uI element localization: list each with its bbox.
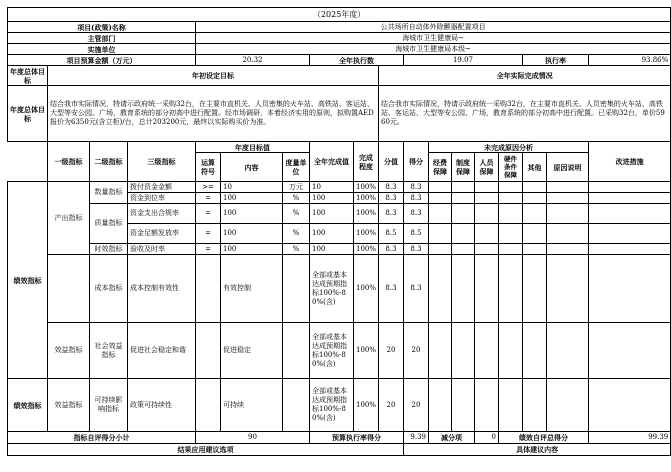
header-reasons: 未完成原因分析: [429, 142, 589, 153]
total-label: 绩效自评总得分: [499, 432, 589, 444]
unit: %: [283, 204, 310, 224]
improve-cell: [589, 182, 671, 193]
reason-cell: [499, 224, 523, 244]
header-content: 内容: [221, 153, 283, 182]
score-value: 8.3: [379, 193, 404, 204]
project-name-label: 项目(政策)名称: [8, 22, 196, 33]
level1-perf-label-2: 绩效指标: [8, 379, 48, 432]
reason-cell: [547, 193, 589, 204]
actual-header: 全年实际完成情况: [379, 66, 671, 86]
score-value: 8.3: [379, 204, 404, 224]
level3-indicator: 政策可持续性: [128, 379, 196, 432]
project-name: 公共场所自动体外除颤器配置项目: [196, 22, 671, 33]
score-got: 8.3: [404, 244, 429, 255]
level3-indicator: 资金支出合规率: [128, 204, 196, 224]
annual-done: 100: [310, 193, 354, 204]
score-value: 8.3: [379, 244, 404, 255]
reason-cell: [523, 204, 547, 224]
level1-benefit: 效益指标: [48, 323, 90, 379]
level2-timeliness: 时效指标: [90, 244, 128, 255]
score-value: 8.5: [379, 224, 404, 244]
score-got: 8.3: [404, 193, 429, 204]
budget-score-value: 9.39: [404, 432, 429, 444]
initial-goal-header: 年初设定目标: [48, 66, 379, 86]
total-value: 99.39: [589, 432, 671, 444]
level2-social: 社会效益指标: [90, 323, 128, 379]
budget-score-label: 预算执行率得分: [310, 432, 404, 444]
score-got: 8.3: [404, 255, 429, 323]
reason-cell: [452, 224, 475, 244]
evaluation-table: [7, 7, 671, 456]
exec-rate-value: 93.86%: [589, 55, 671, 66]
completion: 100%: [354, 182, 379, 193]
target-content: 100: [221, 193, 283, 204]
reason-cell: [475, 193, 499, 204]
completion: 100%: [354, 379, 379, 432]
annual-exec-label: 全年执行数: [310, 55, 404, 66]
exec-unit-value: 海城市卫生健康局本级~: [196, 44, 671, 55]
exec-unit-label: 实施单位: [8, 44, 196, 55]
score-value: 20: [379, 379, 404, 432]
score-got: 8.3: [404, 204, 429, 224]
header-improve: 改进措施: [589, 142, 671, 182]
subtotal-value: 90: [196, 432, 310, 444]
header-level3: 三级指标: [128, 142, 196, 182]
initial-goal-text: 结合我市实际情况，特请示政府统一采购32台，在主要市直机关、人员密集的火车站、高铁站、客运站、大型等安公园、广场，教育系统的部分初高中进行配置。经市场调研，本着经济实用的原则，拟购置AED报价为6350元(含立柜)/台，总计203200元，最终以实际购买价为准。: [48, 86, 379, 142]
reason-cell: [523, 323, 547, 379]
reason-cell: [475, 323, 499, 379]
header-annual-done: 全年完成值: [310, 142, 354, 182]
header-operator: 运算符号: [196, 153, 221, 182]
reason-cell: [547, 244, 589, 255]
improve-cell: [589, 204, 671, 224]
header-blank: [8, 142, 48, 182]
year-title: （2025年度）: [8, 8, 671, 22]
annual-done: 全部或基本达成预期指标100%-80%(含): [310, 255, 354, 323]
reason-cell: [547, 255, 589, 323]
reason-cell: [547, 182, 589, 193]
reason-cell: [523, 244, 547, 255]
target-content: 可持续: [221, 379, 283, 432]
level3-indicator: 资金足额发放率: [128, 224, 196, 244]
reason-cell: [452, 204, 475, 224]
reason-cell: [452, 244, 475, 255]
reason-cell: [547, 379, 589, 432]
reason-cell: [452, 323, 475, 379]
operator: =: [196, 204, 221, 224]
target-content: 有效控制: [221, 255, 283, 323]
reason-cell: [475, 224, 499, 244]
annual-exec-value: 19.07: [404, 55, 523, 66]
score-got: 20: [404, 379, 429, 432]
improve-cell: [589, 224, 671, 244]
header-r-hardware: 硬件条件保障: [499, 153, 523, 182]
advice-label: 具体建议内容: [404, 444, 671, 456]
reason-cell: [523, 255, 547, 323]
reason-cell: [452, 255, 475, 323]
level1-benefit-2: 效益指标: [48, 379, 90, 432]
header-score-got: 得分: [404, 142, 429, 182]
level2-quality: 质量指标: [90, 204, 128, 244]
deduct-value: 0: [475, 432, 499, 444]
reason-cell: [475, 379, 499, 432]
improve-cell: [589, 379, 671, 432]
level3-indicator: 验收及时率: [128, 244, 196, 255]
operator: [196, 323, 221, 379]
operator: [196, 379, 221, 432]
level3-indicator: 促进社会稳定和谐: [128, 323, 196, 379]
reason-cell: [475, 255, 499, 323]
annual-done: 100: [310, 244, 354, 255]
level1-cost-blank: [48, 255, 90, 323]
operator: =: [196, 224, 221, 244]
operator: =: [196, 244, 221, 255]
annual-done: 100: [310, 224, 354, 244]
level1-output: 产出指标: [48, 182, 90, 255]
reason-cell: [547, 224, 589, 244]
reason-cell: [499, 323, 523, 379]
reason-cell: [429, 204, 452, 224]
level2-sustainable: 可持续影响指标: [90, 379, 128, 432]
annual-done: 10: [310, 182, 354, 193]
level3-indicator: 成本控制有效性: [128, 255, 196, 323]
level2-cost: 成本指标: [90, 255, 128, 323]
reason-cell: [429, 244, 452, 255]
reason-cell: [429, 224, 452, 244]
completion: 100%: [354, 255, 379, 323]
reason-cell: [475, 244, 499, 255]
header-completion: 完成程度: [354, 142, 379, 182]
reason-cell: [499, 193, 523, 204]
reason-cell: [523, 379, 547, 432]
reason-cell: [499, 204, 523, 224]
completion: 100%: [354, 204, 379, 224]
operator: >=: [196, 182, 221, 193]
header-unit: 度量单位: [283, 153, 310, 182]
header-level2: 二级指标: [90, 142, 128, 182]
score-got: 8.3: [404, 182, 429, 193]
deduct-label: 减分项: [429, 432, 475, 444]
unit: [283, 379, 310, 432]
budget-label: 项目预算金额（万元）: [8, 55, 196, 66]
annual-done: 全部或基本达成预期指标100%-80%(含): [310, 323, 354, 379]
score-value: 20: [379, 323, 404, 379]
level1-perf-label: 绩效指标: [8, 182, 48, 379]
score-value: 8.3: [379, 255, 404, 323]
dept-value: 海城市卫生健康局~: [196, 33, 671, 44]
reason-cell: [452, 193, 475, 204]
reason-cell: [523, 193, 547, 204]
completion: 100%: [354, 244, 379, 255]
unit: %: [283, 244, 310, 255]
completion: 100%: [354, 323, 379, 379]
reason-cell: [547, 204, 589, 224]
reason-cell: [429, 379, 452, 432]
target-content: 100: [221, 224, 283, 244]
dept-label: 主管部门: [8, 33, 196, 44]
operator: [196, 255, 221, 323]
improve-cell: [589, 244, 671, 255]
reason-cell: [523, 224, 547, 244]
unit: %: [283, 193, 310, 204]
improve-cell: [589, 255, 671, 323]
reason-cell: [452, 379, 475, 432]
target-content: 100: [221, 204, 283, 224]
reason-cell: [429, 193, 452, 204]
level2-quantity: 数量指标: [90, 182, 128, 204]
reason-cell: [499, 182, 523, 193]
header-r-funding: 经费保障: [429, 153, 452, 182]
subtotal-label: 指标自评得分小计: [8, 432, 196, 444]
exec-rate-label: 执行率: [523, 55, 589, 66]
unit: 万元: [283, 182, 310, 193]
completion: 100%: [354, 193, 379, 204]
reason-cell: [429, 323, 452, 379]
level3-indicator: 拨付资金金额: [128, 182, 196, 193]
unit: [283, 323, 310, 379]
header-level1: 一级指标: [48, 142, 90, 182]
completion: 100%: [354, 224, 379, 244]
header-r-system: 制度保障: [452, 153, 475, 182]
apply-label: 结果应用建议选项: [8, 444, 404, 456]
improve-cell: [589, 193, 671, 204]
operator: =: [196, 193, 221, 204]
reason-cell: [499, 244, 523, 255]
score-got: 8.5: [404, 224, 429, 244]
improve-cell: [589, 323, 671, 379]
reason-cell: [475, 182, 499, 193]
target-content: 促进稳定: [221, 323, 283, 379]
header-r-note: 原因说明: [547, 153, 589, 182]
level3-indicator: 资金到位率: [128, 193, 196, 204]
annual-done: 全部或基本达成预期指标100%-80%(含): [310, 379, 354, 432]
reason-cell: [547, 323, 589, 379]
unit: %: [283, 224, 310, 244]
header-r-staff: 人员保障: [475, 153, 499, 182]
budget-value: 20.32: [196, 55, 310, 66]
target-content: 100: [221, 244, 283, 255]
score-value: 8.3: [379, 182, 404, 193]
reason-cell: [499, 379, 523, 432]
header-score-value: 分值: [379, 142, 404, 182]
goal-label: 年度总体目标: [8, 86, 48, 142]
reason-cell: [499, 255, 523, 323]
goal-header-label: 年度总体目标: [8, 66, 48, 86]
reason-cell: [429, 255, 452, 323]
header-annual-target: 年度目标值: [196, 142, 310, 153]
actual-text: 结合我市实际情况，特请示政府统一采购32台，在主要市直机关、人员密集的火车站、高铁站、客运站、大型等安公园、广场，教育系统的部分初高中进行配置。已采购32台，单价5960元。: [379, 86, 671, 142]
score-got: 20: [404, 323, 429, 379]
performance-evaluation-sheet: [7, 7, 669, 467]
header-r-other: 其他: [523, 153, 547, 182]
annual-done: 100: [310, 204, 354, 224]
target-content: 10: [221, 182, 283, 193]
reason-cell: [429, 182, 452, 193]
reason-cell: [523, 182, 547, 193]
reason-cell: [452, 182, 475, 193]
reason-cell: [475, 204, 499, 224]
unit: [283, 255, 310, 323]
